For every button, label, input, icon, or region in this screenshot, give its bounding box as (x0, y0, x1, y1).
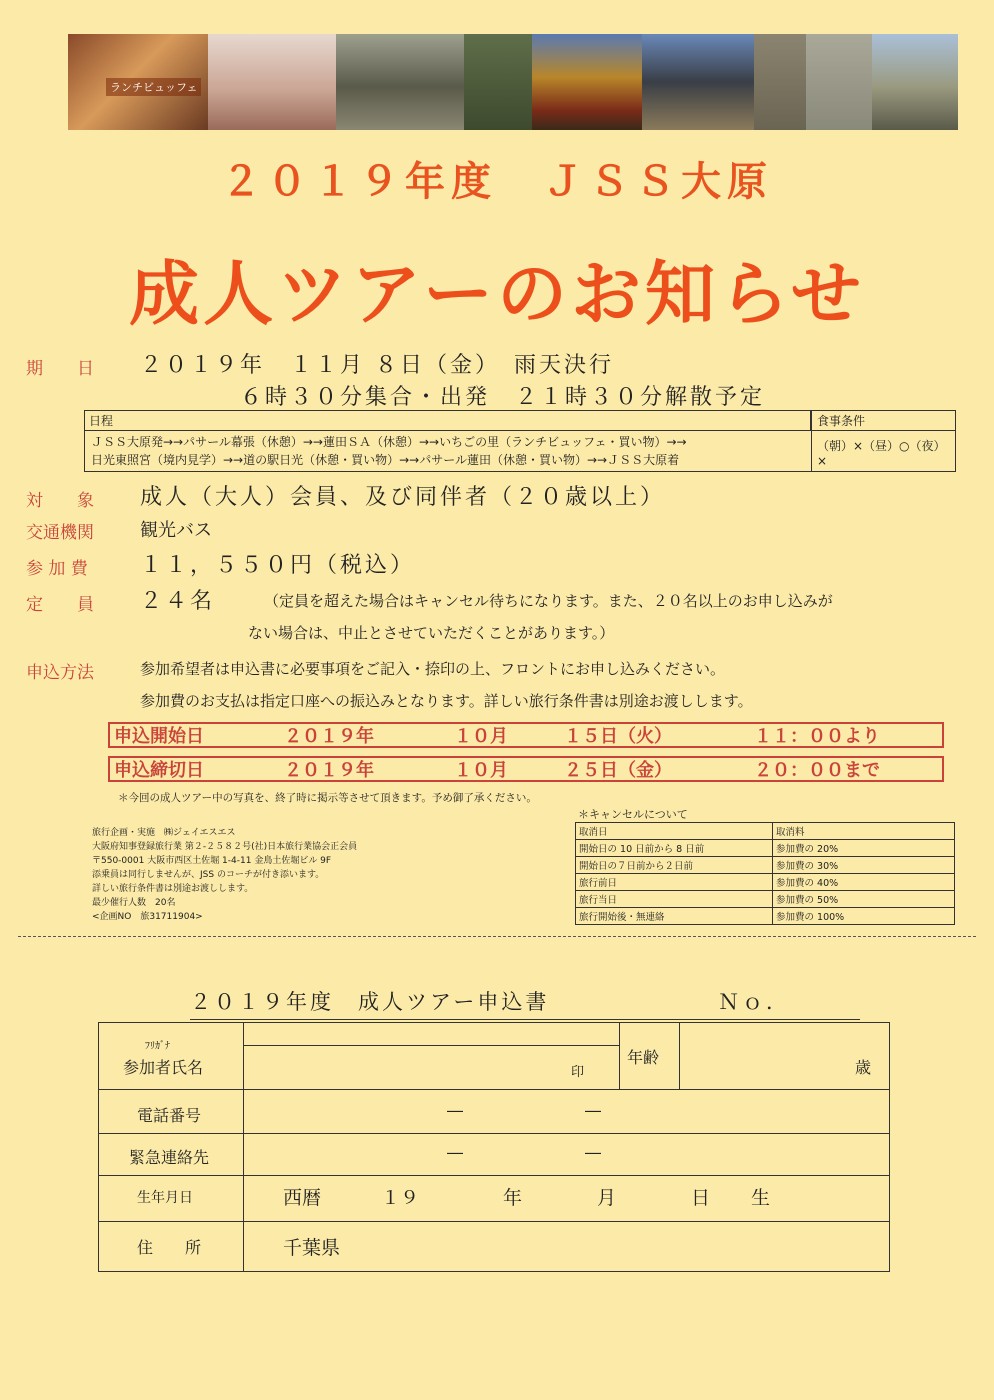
organizer-line: 大阪府知事登録旅行業 第２-２５８２号(社)日本旅行業協会正会員 (92, 842, 358, 852)
form-title-text: ２０１９年度 成人ツアー申込書 (190, 990, 550, 1014)
application-start-box (108, 722, 944, 748)
end-month: １０月 (454, 760, 508, 781)
end-day: ２５日（金） (564, 760, 672, 781)
application-form (98, 1022, 890, 1272)
table-row: 開始日の７日前から２日前 参加費の 30% (576, 857, 955, 874)
schedule-route (91, 433, 809, 469)
apply-line-1: 参加希望者は申込書に必要事項をご記入・捺印の上、フロントにお申し込みください。 (140, 660, 726, 678)
shrine-path-photo (336, 34, 464, 130)
photo-strip (68, 34, 958, 130)
cancel-head-when: 取消日 (576, 823, 773, 840)
emergency-dash-2: ― (585, 1143, 601, 1162)
transport-label: 交通機関 (26, 523, 94, 543)
row-line (99, 1089, 889, 1090)
date-value: ２０１９年 １１月 ８日（金） 雨天決行 (140, 353, 614, 378)
birth-field[interactable] (245, 1177, 887, 1219)
address-label: 住 所 (137, 1238, 202, 1257)
end-label: 申込締切日 (114, 760, 204, 781)
phone-label: 電話番号 (137, 1106, 202, 1125)
end-time: ２０：００まで (754, 760, 880, 781)
phone-dash-2: ― (585, 1101, 601, 1120)
date-label: 期 日 (26, 359, 94, 379)
start-month: １０月 (454, 726, 508, 747)
furigana-line (243, 1045, 619, 1046)
schedule-header-route: 日程 (85, 411, 811, 431)
age-col-line-1 (619, 1023, 620, 1089)
target-value: 成人（大人）会員、及び同伴者（２０歳以上） (140, 485, 666, 510)
start-day: １５日（火） (564, 726, 672, 747)
birth-month-unit: 月 (597, 1187, 617, 1209)
name-label: 参加者氏名 (123, 1058, 204, 1077)
application-end-box (108, 756, 944, 782)
photo-note: ＊今回の成人ツアー中の写真を、終了時に掲示等させて頂きます。予め御了承ください。 (118, 792, 537, 804)
organizer-line: 添乗員は同行しませんが、JSS のコーチが付き添います。 (92, 870, 325, 880)
sign-photo (754, 34, 806, 130)
form-no: Ｎｏ． (718, 990, 790, 1014)
shop-photo (208, 34, 336, 130)
schedule-divider (811, 411, 812, 471)
apply-label: 申込方法 (26, 663, 94, 683)
schedule-table (84, 410, 956, 472)
cancel-title: ＊キャンセルについて (578, 808, 688, 821)
route-line2: 日光東照宮（境内見学）→→道の駅日光（休憩・買い物）→→パサール蓮田（休憩・買い物）→→ＪＳＳ大原着 (91, 453, 680, 467)
toshogu-photo (532, 34, 642, 130)
cut-line (18, 936, 976, 937)
form-title (190, 986, 860, 1020)
rest-area-photo (872, 34, 958, 130)
organizer-block (92, 826, 357, 924)
start-time: １１：００より (754, 726, 880, 747)
table-row: 旅行開始後・無連絡 参加費の 100% (576, 908, 955, 925)
stone-photo (806, 34, 872, 130)
time-value: ６時３０分集合・出発 ２１時３０分解散予定 (240, 385, 766, 410)
forest-photo (464, 34, 532, 130)
organizer-line: 詳しい旅行条件書は別途お渡しします。 (92, 884, 254, 894)
organizer-line: 旅行企画・実施 ㈱ジェイエスエス (92, 828, 236, 838)
furigana-label: ﾌﾘｶﾞﾅ (145, 1041, 170, 1052)
title-line2: 成人ツアーのお知らせ (129, 253, 865, 335)
age-unit: 歳 (855, 1058, 872, 1077)
start-label: 申込開始日 (114, 726, 204, 747)
title-line1: ２０１９年度 ＪＳＳ大原 (221, 159, 773, 205)
capacity-value: ２４名 (140, 589, 216, 614)
emergency-field[interactable] (245, 1135, 887, 1173)
birth-label: 生年月日 (137, 1190, 193, 1206)
birth-suffix: 生 (751, 1187, 771, 1209)
capacity-note-2: ない場合は、中止とさせていただくことがあります。） (248, 624, 615, 642)
route-line1: ＪＳＳ大原発→→パサール幕張（休憩）→→蓮田ＳＡ（休憩）→→いちごの里（ランチビュッフェ・買い物）→→ (91, 435, 687, 449)
lunch-buffet-label: ランチビュッフェ (106, 78, 201, 96)
age-field[interactable] (681, 1025, 851, 1087)
table-row: 旅行当日 参加費の 50% (576, 891, 955, 908)
birth-day-unit: 日 (691, 1187, 711, 1209)
cancel-head-fee: 取消料 (773, 823, 955, 840)
end-year: ２０１９年 (284, 760, 374, 781)
fee-label: 参 加 費 (26, 559, 88, 579)
phone-dash-1: ― (447, 1101, 463, 1120)
apply-line-2: 参加費のお支払は指定口座への振込みとなります。詳しい旅行条件書は別途お渡しします。 (140, 692, 753, 710)
capacity-label: 定 員 (26, 595, 94, 615)
row-line (99, 1133, 889, 1134)
table-row: 旅行前日 参加費の 40% (576, 874, 955, 891)
target-label: 対 象 (26, 491, 94, 511)
transport-value: 観光バス (140, 520, 212, 541)
row-line (99, 1221, 889, 1222)
age-col-line-2 (679, 1023, 680, 1089)
fee-value: １１，５５０円（税込） (140, 553, 416, 578)
name-field[interactable] (245, 1047, 617, 1087)
form-col-line (243, 1023, 244, 1271)
capacity-note-1: （定員を超えた場合はキャンセル待ちになります。また、２０名以上のお申し込みが (264, 592, 833, 610)
meal-conditions: （朝）×（昼）○（夜）× (817, 439, 946, 468)
station-photo (642, 34, 754, 130)
phone-field[interactable] (245, 1091, 887, 1131)
schedule-header-meal: 食事条件 (811, 411, 955, 431)
birth-era: 西暦 (283, 1187, 322, 1209)
table-row: 開始日の 10 日前から 8 日前 参加費の 20% (576, 840, 955, 857)
birth-19: １９ (381, 1187, 420, 1209)
emergency-label: 緊急連絡先 (129, 1148, 210, 1167)
organizer-line: 〒550-0001 大阪市西区土佐堀 1-4-11 金鳥土佐堀ビル 9F (92, 856, 332, 866)
cancel-table (575, 822, 955, 925)
seal-mark: 印 (571, 1065, 585, 1080)
emergency-dash-1: ― (447, 1143, 463, 1162)
age-label: 年齢 (627, 1048, 660, 1067)
start-year: ２０１９年 (284, 726, 374, 747)
organizer-line: 最少催行人数 20名 (92, 898, 176, 908)
address-field[interactable] (245, 1223, 887, 1269)
row-line (99, 1175, 889, 1176)
lunch-buffet-photo (68, 34, 208, 130)
address-value: 千葉県 (283, 1237, 341, 1259)
organizer-line: <企画NO 旅31711904> (92, 912, 203, 922)
birth-year-unit: 年 (503, 1187, 523, 1209)
